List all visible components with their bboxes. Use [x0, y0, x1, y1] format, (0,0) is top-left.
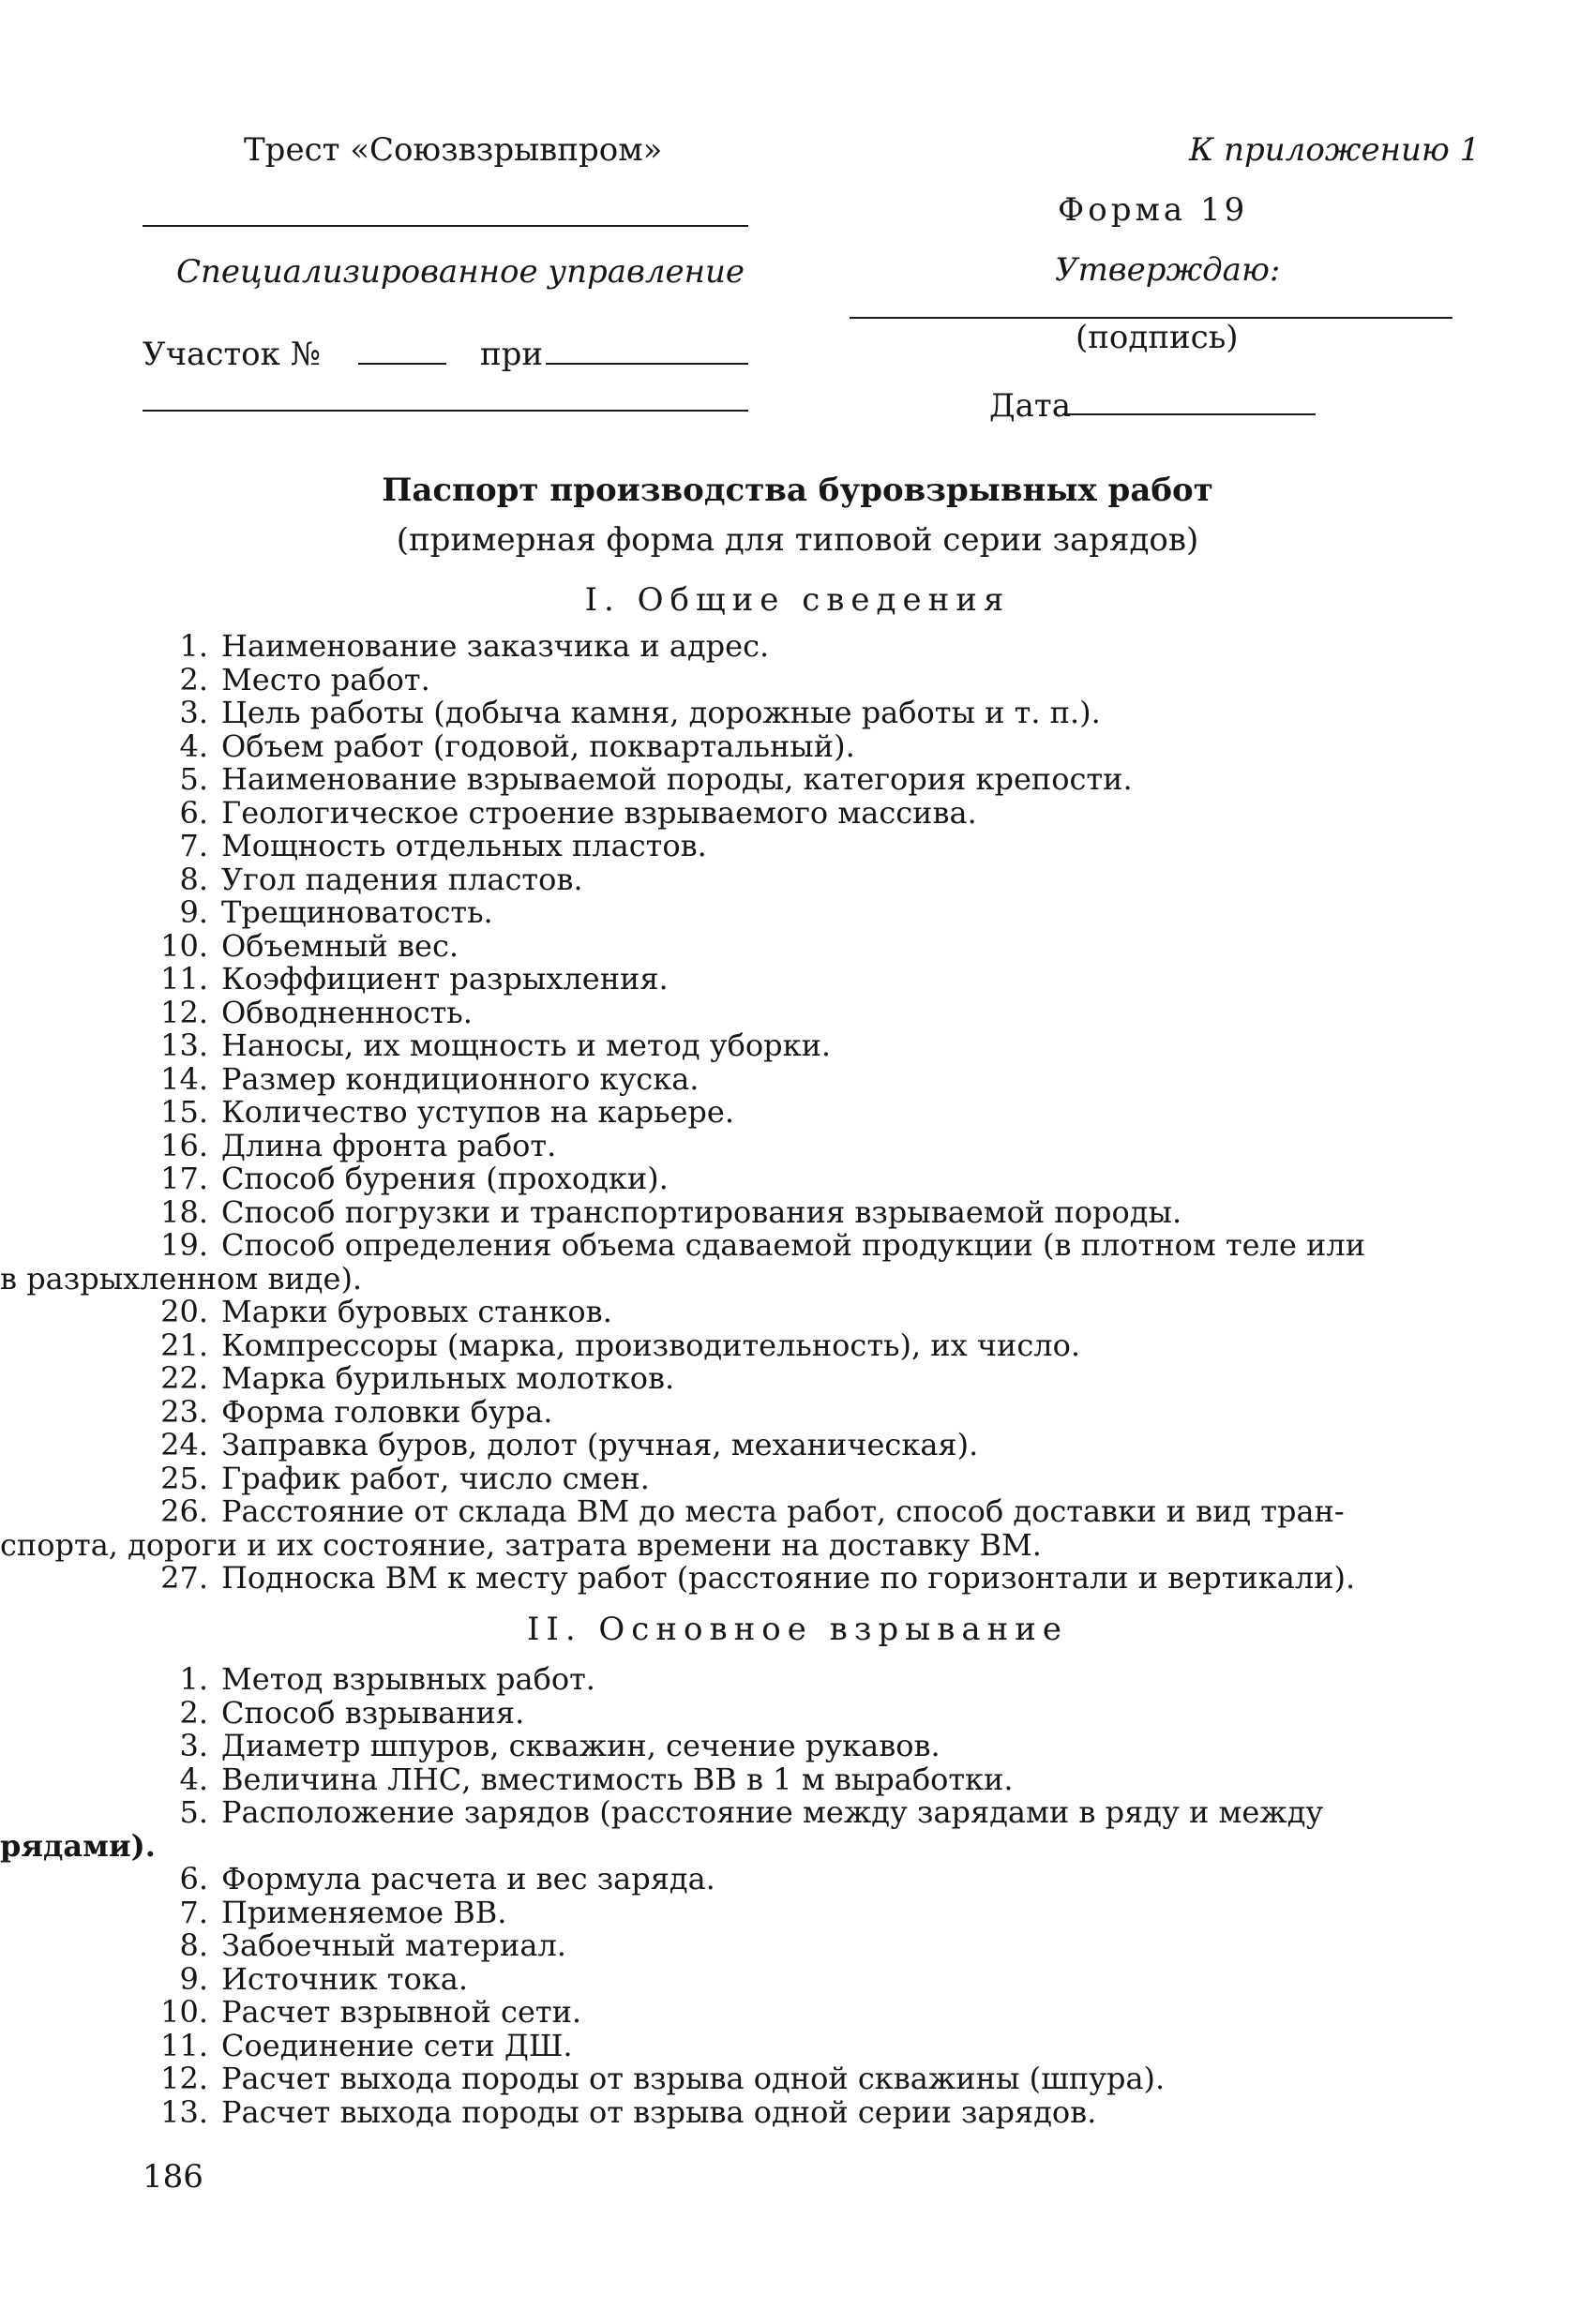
list-item: [143, 1960, 1465, 1997]
item-text: Марка бурильных молотков.: [221, 1360, 675, 1396]
item-text: Способ определения объема сдаваемой продукции (в плотном теле или: [221, 1227, 1366, 1263]
item-text: Количество уступов на карьере.: [221, 1094, 735, 1130]
list-item: [143, 1296, 1465, 1329]
item-number: 20.: [160, 1294, 208, 1329]
item-text: Метод взрывных работ.: [221, 1661, 595, 1697]
item-text: Способ бурения (проходки).: [221, 1161, 669, 1196]
item-text: Угол падения пластов.: [221, 861, 583, 897]
item-number: 12.: [160, 994, 208, 1030]
item-number: 8.: [179, 1927, 208, 1963]
item-number: 9.: [179, 1960, 208, 1997]
item-text: Расчет выхода породы от взрыва одной скважины (шпура).: [221, 2061, 1166, 2096]
document-title: Паспорт производства буровзрывных работ: [382, 472, 1213, 509]
list-item: [143, 661, 1465, 697]
section-2-heading: II. Основное взрывание: [526, 1611, 1069, 1648]
item-text: Соединение сети ДШ.: [221, 2027, 573, 2063]
list-item: [143, 1096, 1465, 1130]
item-number: 4.: [179, 727, 208, 764]
list-item: [143, 1162, 1465, 1196]
item-text: Коэффициент разрыхления.: [221, 961, 669, 997]
item-text: Компрессоры (марка, производительность), их число.: [221, 1327, 1081, 1363]
date-label: Дата: [989, 387, 1071, 425]
item-text: Длина фронта работ.: [221, 1127, 557, 1163]
section-2-items-b: [143, 1863, 1465, 2129]
item-text: Расстояние от склада ВМ до места работ, способ доставки и вид тран-: [221, 1493, 1345, 1529]
item-number: 15.: [160, 1094, 208, 1130]
section-number-blank: [358, 363, 446, 365]
list-item: [143, 1060, 1465, 1097]
item-number: 6.: [179, 794, 208, 831]
list-item: [143, 630, 1465, 664]
item-text: Форма головки бура.: [221, 1393, 553, 1430]
list-item: [143, 830, 1465, 863]
item-text: Наименование взрываемой породы, категория крепости.: [221, 761, 1133, 797]
section-1-items-a: [143, 630, 1465, 1229]
item-text: Наносы, их мощность и метод уборки.: [221, 1027, 832, 1063]
list-item: [143, 727, 1465, 764]
list-item: 5. Расположение зарядов (расстояние между зарядами в ряду и между рядами).: [143, 1796, 1465, 1863]
item-text: График работ, число смен.: [221, 1460, 650, 1496]
item-number: 12.: [160, 2061, 208, 2096]
item-text: Объем работ (годовой, поквартальный).: [221, 727, 855, 764]
item-text: Обводненность.: [221, 994, 473, 1030]
list-item: [143, 1863, 1465, 1897]
item-text-continued: рядами).: [0, 1827, 156, 1864]
item-text: Наименование заказчика и адрес.: [221, 628, 770, 664]
item-number: 2.: [179, 1694, 208, 1731]
at-label: при: [480, 336, 544, 373]
item-number: 11.: [160, 2027, 208, 2063]
item-number: 9.: [179, 894, 208, 930]
item-number: 10.: [160, 1994, 208, 2030]
list-item: [143, 1462, 1465, 1496]
item-number: 8.: [179, 861, 208, 897]
list-item: [143, 1329, 1465, 1363]
trust-name: Трест «Союзвзрывпром»: [244, 131, 663, 169]
item-number: 2.: [179, 661, 208, 697]
item-text: Цель работы (добыча камня, дорожные работы и т. п.).: [221, 695, 1101, 730]
list-item: 27. Подноска ВМ к месту работ (расстояние по горизонтали и вертикали).: [160, 1560, 1356, 1596]
section-1-heading: I. Общие сведения: [584, 581, 1011, 619]
list-item: 19. Способ определения объема сдаваемой продукции (в плотном теле или в разрыхленном виде).: [143, 1229, 1465, 1296]
item-text: Место работ.: [221, 661, 430, 697]
list-item: [143, 2062, 1465, 2096]
section-2-list: [0, 1661, 1465, 2130]
list-item: [143, 1929, 1465, 1963]
item-text: Расчет выхода породы от взрыва одной серии зарядов.: [221, 2093, 1097, 2130]
list-item: [143, 1763, 1465, 1797]
item-number: 14.: [160, 1060, 208, 1097]
list-item: [143, 1193, 1465, 1230]
item-text: Объемный вес.: [221, 927, 459, 964]
form-number: Форма 19: [1058, 191, 1249, 229]
list-item: [143, 1362, 1465, 1396]
item-number: 1.: [179, 1661, 208, 1697]
item-text: Величина ЛНС, вместимость ВВ в 1 м выработки.: [221, 1761, 1014, 1797]
page-number: 186: [143, 2158, 203, 2196]
item-text: Применяемое ВВ.: [221, 1894, 507, 1930]
signature-label: (подпись): [1076, 319, 1239, 356]
section-1-items-b: [143, 1296, 1465, 1495]
list-item: [143, 1894, 1465, 1930]
list-item: [143, 927, 1465, 964]
item-text: Забоечный материал.: [221, 1927, 566, 1963]
list-item: [143, 794, 1465, 831]
item-number: 10.: [160, 927, 208, 964]
item-number: 3.: [179, 1728, 208, 1763]
item-number: 25.: [160, 1460, 208, 1496]
list-item: [143, 1429, 1465, 1462]
item-text-continued: в разрыхленном виде).: [0, 1260, 363, 1297]
item-number: 3.: [179, 695, 208, 730]
at-blank: [546, 363, 748, 365]
list-item: 26. Расстояние от склада ВМ до места работ, способ доставки и вид тран- спорта, дороги и их состояние, затрата времени на доставку ВМ.: [143, 1495, 1465, 1562]
appendix-note: К приложению 1: [1189, 131, 1481, 169]
item-number: 22.: [160, 1360, 208, 1396]
list-item: [143, 763, 1465, 797]
list-item: [143, 1996, 1465, 2030]
list-item: [143, 896, 1465, 930]
item-text: Диаметр шпуров, скважин, сечение рукавов.: [221, 1728, 940, 1763]
item-text: Трещиноватость.: [221, 894, 493, 930]
item-text: Заправка буров, долот (ручная, механическая).: [221, 1427, 979, 1462]
list-item: [143, 697, 1465, 730]
department-label: Специализированное управление: [176, 253, 745, 291]
item-number: 7.: [179, 828, 208, 863]
item-number: 11.: [160, 961, 208, 997]
list-item: [143, 963, 1465, 997]
item-number: 6.: [179, 1861, 208, 1897]
item-text: Расположение зарядов (расстояние между зарядами в ряду и между: [221, 1794, 1324, 1830]
item-text: Подноска ВМ к месту работ (расстояние по горизонтали и вертикали).: [221, 1560, 1356, 1596]
item-text: Мощность отдельных пластов.: [221, 828, 707, 863]
list-item: [143, 1730, 1465, 1763]
item-number: 23.: [160, 1393, 208, 1430]
item-number: 16.: [160, 1127, 208, 1163]
list-item: [143, 1127, 1465, 1163]
item-number: 7.: [179, 1894, 208, 1930]
list-item: [143, 863, 1465, 897]
document-subtitle: (примерная форма для типовой серии зарядов): [396, 521, 1199, 559]
section-1-list: [0, 628, 1465, 1596]
item-text: Способ погрузки и транспортирования взрываемой породы.: [221, 1193, 1182, 1230]
item-text: Геологическое строение взрываемого массива.: [221, 794, 977, 831]
item-number: 5.: [179, 761, 208, 797]
item-text: Марки буровых станков.: [221, 1294, 612, 1329]
item-number: 18.: [160, 1193, 208, 1230]
item-text: Расчет взрывной сети.: [221, 1994, 582, 2030]
item-number: 13.: [160, 2093, 208, 2130]
header-rule-1: [143, 225, 748, 227]
approve-label: Утверждаю:: [1055, 251, 1281, 289]
item-number: 24.: [160, 1427, 208, 1462]
list-item: [143, 994, 1465, 1030]
header-rule-2: [143, 410, 748, 412]
list-item: [143, 1029, 1465, 1063]
item-number: 21.: [160, 1327, 208, 1363]
list-item: [143, 2027, 1465, 2063]
section-number-label: Участок №: [143, 336, 321, 373]
list-item: [143, 1663, 1465, 1697]
item-number: 17.: [160, 1161, 208, 1196]
item-number: 1.: [179, 628, 208, 664]
list-item: [143, 1694, 1465, 1731]
item-number: 13.: [160, 1027, 208, 1063]
item-text: Формула расчета и вес заряда.: [221, 1861, 715, 1897]
section-2-items-a: [143, 1663, 1465, 1796]
item-text-continued: спорта, дороги и их состояние, затрата времени на доставку ВМ.: [0, 1526, 1042, 1563]
date-blank: [1062, 413, 1316, 415]
item-number: 4.: [179, 1761, 208, 1797]
item-text: Источник тока.: [221, 1960, 468, 1997]
item-text: Размер кондиционного куска.: [221, 1060, 700, 1097]
list-item: [143, 1393, 1465, 1430]
item-text: Способ взрывания.: [221, 1694, 525, 1731]
list-item: [143, 2093, 1465, 2130]
